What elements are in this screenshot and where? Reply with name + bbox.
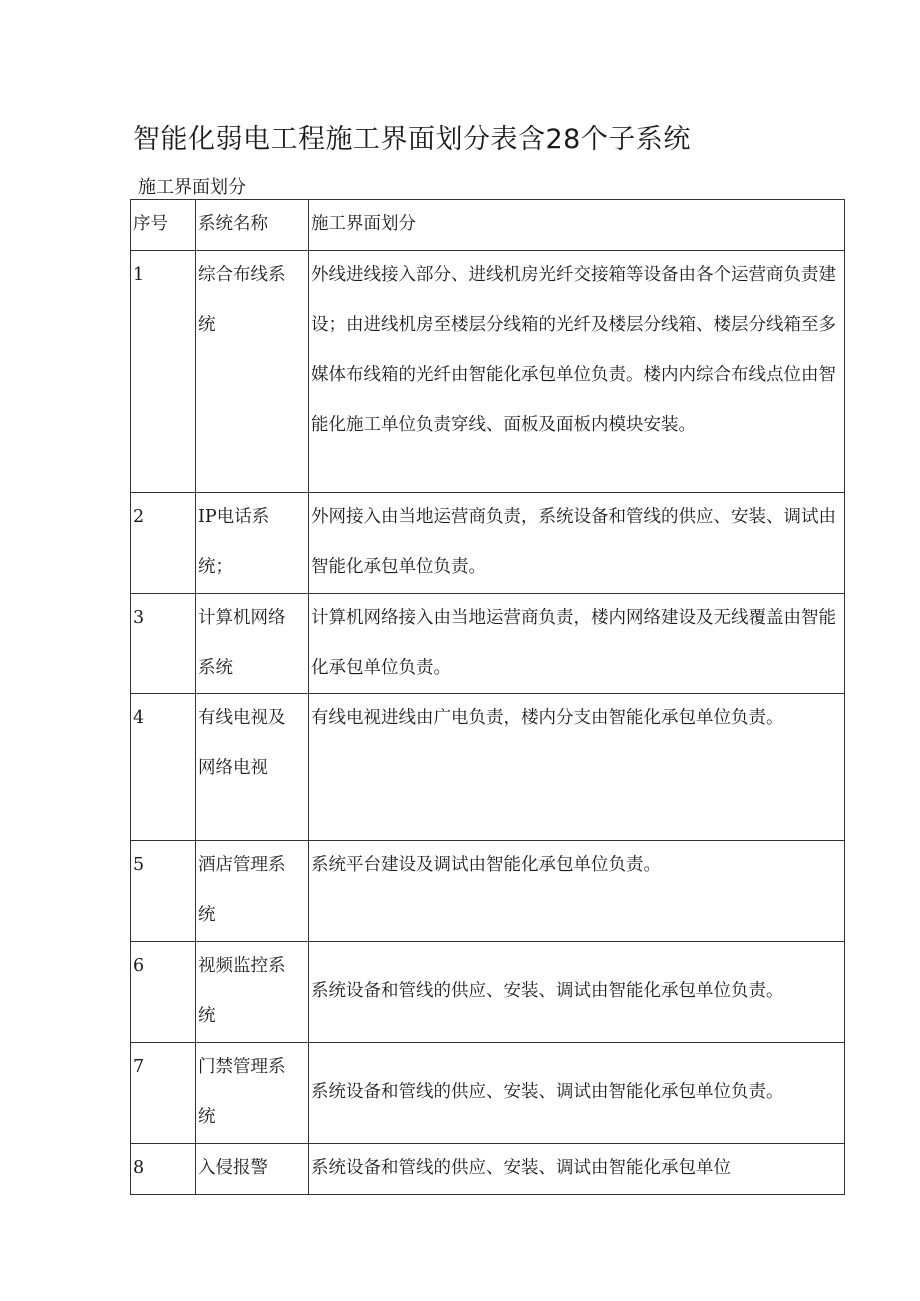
row-no: 4 [131,694,196,841]
header-no: 序号 [131,200,196,251]
row-no: 3 [131,593,196,694]
row-system-name: 综合布线系统 [196,250,309,492]
row-no: 1 [131,250,196,492]
row-desc: 有线电视进线由广电负责，楼内分支由智能化承包单位负责。 [309,694,845,841]
table-header-row [131,200,845,251]
table-row [131,841,845,942]
row-system-name: 入侵报警 [196,1143,309,1194]
row-no: 7 [131,1042,196,1143]
row-system-name: 酒店管理系统 [196,841,309,942]
table-row [131,593,845,694]
row-desc: 系统设备和管线的供应、安装、调试由智能化承包单位负责。 [309,1042,845,1143]
row-system-name: 门禁管理系统 [196,1042,309,1143]
table-row [131,942,845,1043]
table-row [131,1042,845,1143]
row-system-name: 视频监控系统 [196,942,309,1043]
row-no: 8 [131,1143,196,1194]
section-label: 施工界面划分 [138,177,246,198]
table-row [131,694,845,841]
row-desc: 计算机网络接入由当地运营商负责，楼内网络建设及无线覆盖由智能化承包单位负责。 [309,593,845,694]
document-title: 智能化弱电工程施工界面划分表含28个子系统 [133,124,691,155]
row-system-name: 计算机网络系统 [196,593,309,694]
table-row [131,492,845,593]
table-row [131,250,845,492]
row-desc: 系统平台建设及调试由智能化承包单位负责。 [309,841,845,942]
row-desc: 外网接入由当地运营商负责，系统设备和管线的供应、安装、调试由智能化承包单位负责。 [309,492,845,593]
header-interface-division: 施工界面划分 [309,200,845,251]
row-desc: 系统设备和管线的供应、安装、调试由智能化承包单位 [309,1143,845,1194]
row-no: 2 [131,492,196,593]
row-system-name: IP电话系统； [196,492,309,593]
row-no: 5 [131,841,196,942]
header-system-name: 系统名称 [196,200,309,251]
table-row [131,1143,845,1194]
row-desc: 外线进线接入部分、进线机房光纤交接箱等设备由各个运营商负责建设；由进线机房至楼层分线箱的光纤及楼层分线箱、楼层分线箱至多媒体布线箱的光纤由智能化承包单位负责。楼内内综合布线点位由智能化施工单位负责穿线、面板及面板内模块安装。 [309,250,845,492]
row-system-name: 有线电视及网络电视 [196,694,309,841]
row-no: 6 [131,942,196,1043]
row-desc: 系统设备和管线的供应、安装、调试由智能化承包单位负责。 [309,942,845,1043]
construction-interface-table [130,199,845,1195]
